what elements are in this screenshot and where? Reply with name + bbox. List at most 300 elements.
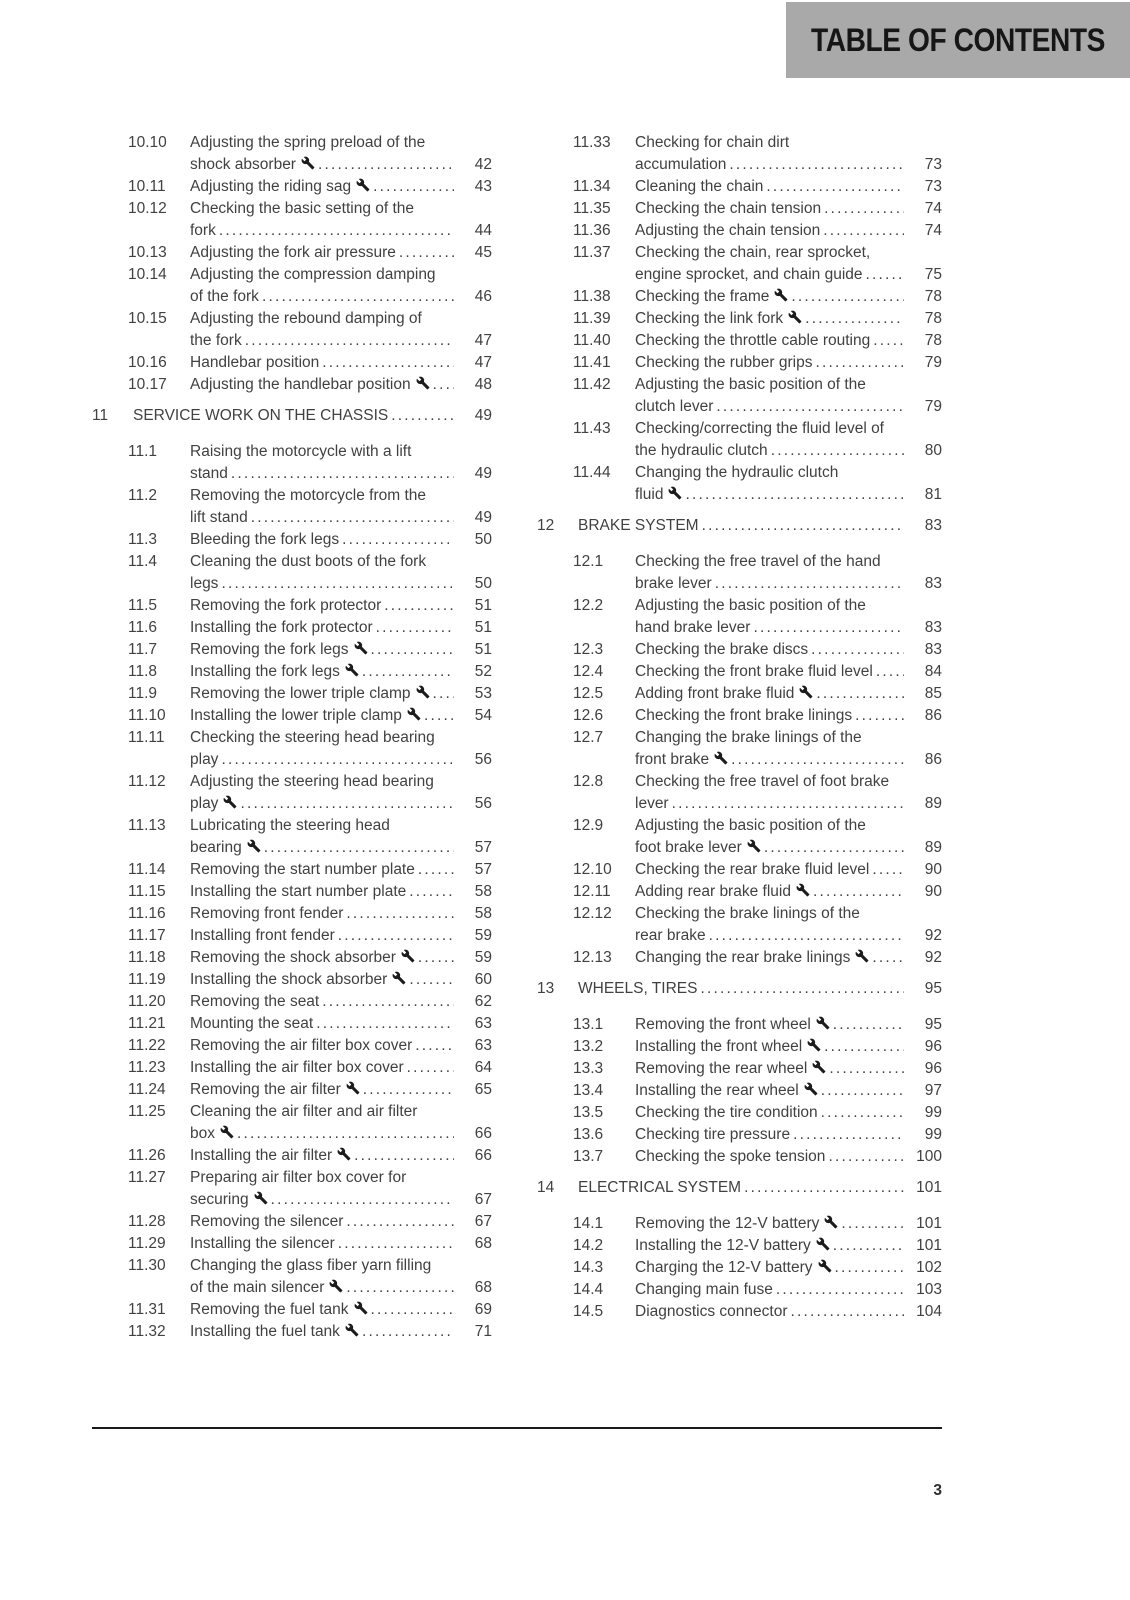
entry-number: 11.13: [128, 817, 166, 834]
entry-title-line: Adjusting the rebound damping of: [190, 310, 422, 327]
entry-title: foot brake lever: [635, 837, 761, 859]
entry-number: 14.4: [573, 1281, 604, 1298]
toc-entry[interactable]: [537, 1257, 942, 1279]
dot-leader: [816, 352, 905, 374]
entry-body: [190, 683, 458, 705]
entry-title: Installing the air filter: [190, 1145, 351, 1167]
entry-body: [635, 903, 908, 947]
wrench-icon: [668, 486, 682, 500]
entry-page-number: 89: [924, 795, 942, 812]
entry-body: [190, 1255, 458, 1299]
entry-number: 11.25: [128, 1103, 166, 1120]
entry-body: [190, 859, 458, 881]
entry-page-number: 67: [474, 1191, 492, 1208]
entry-page-number: 92: [924, 949, 942, 966]
wrench-icon: [407, 707, 421, 721]
entry-number: 11.36: [573, 222, 611, 239]
entry-page-number: 86: [924, 751, 942, 768]
toc-entry[interactable]: [537, 551, 942, 595]
entry-title-line: Checking for chain dirt: [635, 134, 790, 151]
toc-entry[interactable]: [92, 308, 492, 352]
wrench-icon: [788, 310, 802, 324]
toc-entry[interactable]: [92, 1057, 492, 1079]
entry-number: 11: [92, 407, 109, 424]
toc-column-left: [92, 132, 492, 1343]
wrench-icon: [401, 949, 415, 963]
dot-leader: [776, 1279, 904, 1301]
dot-leader: [219, 220, 454, 242]
dot-leader: [872, 859, 904, 881]
entry-title: Handlebar position: [190, 354, 320, 371]
entry-body: [190, 176, 458, 198]
entry-number: 12.11: [573, 883, 611, 900]
entry-title: SERVICE WORK ON THE CHASSIS: [133, 407, 389, 424]
entry-title: Checking the front brake fluid level: [635, 663, 873, 680]
toc-entry[interactable]: [92, 661, 492, 683]
entry-body: [635, 1058, 908, 1080]
toc-entry[interactable]: [537, 1301, 942, 1323]
entry-number: 11.21: [128, 1015, 166, 1032]
entry-title: Installing the front wheel: [635, 1036, 821, 1058]
toc-entry[interactable]: [92, 991, 492, 1013]
entry-title-line: Adjusting the basic position of the: [635, 376, 866, 393]
dot-leader: [316, 1013, 454, 1035]
toc-entry[interactable]: [92, 374, 492, 396]
dot-leader: [672, 793, 904, 815]
toc-entry[interactable]: [92, 705, 492, 727]
entry-body: [635, 374, 908, 418]
entry-page-number: 83: [924, 517, 942, 534]
entry-number: 13.6: [573, 1126, 604, 1143]
entry-body: [190, 1211, 458, 1233]
entry-title: Checking the rubber grips: [635, 354, 813, 371]
dot-leader: [700, 978, 904, 1000]
entry-page-number: 89: [924, 839, 942, 856]
toc-entry[interactable]: [92, 903, 492, 925]
dot-leader: [813, 881, 904, 903]
entry-number: 11.24: [128, 1081, 166, 1098]
entry-page-number: 102: [916, 1259, 942, 1276]
toc-entry[interactable]: [537, 771, 942, 815]
toc-entry[interactable]: [92, 441, 492, 485]
toc-entry[interactable]: [537, 727, 942, 771]
dot-leader: [363, 1079, 454, 1101]
entry-body: [635, 1124, 908, 1146]
toc-entry[interactable]: [537, 374, 942, 418]
toc-entry[interactable]: [537, 1146, 942, 1168]
toc-entry[interactable]: [92, 264, 492, 308]
wrench-icon: [392, 971, 406, 985]
wrench-icon: [747, 839, 761, 853]
dot-leader: [685, 484, 904, 506]
entry-number: 14: [537, 1179, 555, 1196]
toc-entry[interactable]: [92, 617, 492, 639]
entry-number: 11.7: [128, 641, 158, 658]
toc-entry[interactable]: [92, 1101, 492, 1145]
wrench-icon: [220, 1125, 234, 1139]
toc-entry[interactable]: [92, 639, 492, 661]
wrench-icon: [337, 1147, 351, 1161]
toc-section-entry[interactable]: [537, 978, 942, 1000]
entry-title: Installing front fender: [190, 927, 335, 944]
entry-title: Checking the link fork: [635, 308, 802, 330]
toc-entry[interactable]: [92, 1167, 492, 1211]
entry-page-number: 59: [474, 927, 492, 944]
toc-entry[interactable]: [537, 815, 942, 859]
toc-entry[interactable]: [537, 1102, 942, 1124]
entry-title-line: Cleaning the air filter and air filter: [190, 1103, 418, 1120]
entry-title-line: Checking the chain, rear sprocket,: [635, 244, 871, 261]
entry-body: [190, 1013, 458, 1035]
entry-body: [635, 639, 908, 661]
toc-entry[interactable]: [92, 242, 492, 264]
toc-entry[interactable]: [537, 1058, 942, 1080]
entry-body: [635, 595, 908, 639]
entry-number: 11.39: [573, 310, 611, 327]
toc-entry[interactable]: [537, 903, 942, 947]
toc-entry[interactable]: [537, 1080, 942, 1102]
dot-leader: [376, 617, 454, 639]
dot-leader: [824, 198, 904, 220]
toc-entry[interactable]: [92, 132, 492, 176]
dot-leader: [821, 1102, 904, 1124]
dot-leader: [251, 507, 454, 529]
toc-entry[interactable]: [537, 881, 942, 903]
entry-number: 11.43: [573, 420, 611, 437]
dot-leader: [221, 573, 454, 595]
entry-number: 11.35: [573, 200, 611, 217]
entry-number: 13: [537, 980, 555, 997]
entry-number: 12.7: [573, 729, 604, 746]
entry-page-number: 80: [924, 442, 942, 459]
entry-number: 11.31: [128, 1301, 166, 1318]
dot-leader: [338, 925, 454, 947]
toc-section-entry[interactable]: [92, 405, 492, 427]
entry-number: 13.7: [573, 1148, 604, 1165]
toc-entry[interactable]: [92, 727, 492, 771]
entry-page-number: 68: [474, 1279, 492, 1296]
entry-number: 11.2: [128, 487, 158, 504]
dot-leader: [362, 1321, 454, 1343]
dot-leader: [805, 308, 904, 330]
entry-body: [635, 551, 908, 595]
entry-body: [190, 374, 458, 396]
entry-title: Checking the tire condition: [635, 1104, 818, 1121]
entry-title-line: Checking/correcting the fluid level of: [635, 420, 884, 437]
toc-entry[interactable]: [92, 1299, 492, 1321]
entry-page-number: 90: [924, 883, 942, 900]
dot-leader: [702, 515, 904, 537]
entry-page-number: 57: [474, 861, 492, 878]
toc-entry[interactable]: [537, 1036, 942, 1058]
toc-entry[interactable]: [92, 529, 492, 551]
entry-title-line: Lubricating the steering head: [190, 817, 390, 834]
entry-page-number: 49: [474, 509, 492, 526]
entry-page-number: 95: [924, 1016, 942, 1033]
entry-title: hand brake lever: [635, 619, 751, 636]
dot-leader: [264, 837, 454, 859]
entry-number: 12.2: [573, 597, 604, 614]
entry-title: Removing the 12-V battery: [635, 1213, 838, 1235]
entry-body: [190, 198, 458, 242]
entry-title: WHEELS, TIRES: [578, 980, 698, 997]
toc-entry[interactable]: [537, 132, 942, 176]
entry-number: 11.16: [128, 905, 166, 922]
entry-title: of the main silencer: [190, 1277, 343, 1299]
entry-number: 11.9: [128, 685, 158, 702]
entry-page-number: 83: [924, 619, 942, 636]
entry-page-number: 71: [474, 1323, 492, 1340]
toc-entry[interactable]: [537, 859, 942, 881]
dot-leader: [346, 1211, 454, 1233]
toc-entry[interactable]: [537, 462, 942, 506]
dot-leader: [876, 661, 904, 683]
toc-entry[interactable]: [537, 705, 942, 727]
entry-title-line: Removing the motorcycle from the: [190, 487, 427, 504]
entry-body: [635, 330, 908, 352]
entry-number: 11.14: [128, 861, 166, 878]
entry-title: Checking the front brake linings: [635, 707, 853, 724]
entry-page-number: 95: [924, 980, 942, 997]
dot-leader: [371, 1299, 454, 1321]
entry-title: Removing the seat: [190, 993, 320, 1010]
entry-title-line: Checking the basic setting of the: [190, 200, 415, 217]
toc-entry[interactable]: [537, 220, 942, 242]
toc-entry[interactable]: [92, 176, 492, 198]
wrench-icon: [796, 883, 810, 897]
entry-title: Checking the rear brake fluid level: [635, 861, 870, 878]
entry-page-number: 47: [474, 354, 492, 371]
wrench-icon: [812, 1060, 826, 1074]
dot-leader: [828, 1146, 904, 1168]
dot-leader: [729, 154, 904, 176]
entry-page-number: 99: [924, 1104, 942, 1121]
entry-title: Installing the silencer: [190, 1235, 335, 1252]
toc-entry[interactable]: [92, 1255, 492, 1299]
entry-page-number: 92: [924, 927, 942, 944]
toc-entry[interactable]: [92, 352, 492, 374]
entry-title: Removing the lower triple clamp: [190, 683, 430, 705]
entry-title-line: Adjusting the basic position of the: [635, 817, 866, 834]
entry-number: 12.12: [573, 905, 612, 922]
entry-page-number: 54: [474, 707, 492, 724]
toc-entry[interactable]: [92, 1211, 492, 1233]
entry-title-line: Adjusting the basic position of the: [635, 597, 866, 614]
entry-number: 12.5: [573, 685, 604, 702]
toc-entry[interactable]: [92, 925, 492, 947]
dot-leader: [824, 1036, 904, 1058]
toc-entry[interactable]: [92, 551, 492, 595]
wrench-icon: [345, 663, 359, 677]
entry-body: [635, 220, 908, 242]
entry-page-number: 73: [924, 178, 942, 195]
toc-section-entry[interactable]: [537, 1177, 942, 1199]
entry-body: [578, 515, 908, 537]
dot-leader: [816, 683, 904, 705]
entry-page-number: 63: [474, 1037, 492, 1054]
wrench-icon: [356, 178, 370, 192]
entry-title: Removing the fork legs: [190, 639, 368, 661]
entry-body: [190, 132, 458, 176]
entry-number: 11.30: [128, 1257, 166, 1274]
entry-number: 11.5: [128, 597, 158, 614]
toc-entry[interactable]: [537, 683, 942, 705]
entry-number: 10.14: [128, 266, 167, 283]
toc-entry[interactable]: [92, 595, 492, 617]
entry-body: [578, 978, 908, 1000]
toc-entry[interactable]: [537, 330, 942, 352]
wrench-icon: [824, 1215, 838, 1229]
entry-body: [190, 551, 458, 595]
toc-entry[interactable]: [92, 485, 492, 529]
entry-number: 11.26: [128, 1147, 166, 1164]
entry-page-number: 96: [924, 1038, 942, 1055]
entry-title-line: Checking the free travel of the hand: [635, 553, 881, 570]
toc-entry[interactable]: [537, 242, 942, 286]
entry-page-number: 101: [916, 1179, 942, 1196]
entry-body: [190, 1057, 458, 1079]
entry-page-number: 51: [474, 619, 492, 636]
entry-number: 12.4: [573, 663, 604, 680]
entry-title: Changing the rear brake linings: [635, 947, 869, 969]
toc-entry[interactable]: [92, 1145, 492, 1167]
toc-entry[interactable]: [92, 683, 492, 705]
dot-leader: [373, 176, 454, 198]
toc-entry[interactable]: [92, 969, 492, 991]
toc-entry[interactable]: [92, 1013, 492, 1035]
toc-entry[interactable]: [92, 1233, 492, 1255]
toc-entry[interactable]: [537, 1235, 942, 1257]
entry-title-line: Changing the hydraulic clutch: [635, 464, 839, 481]
entry-title-line: Checking the brake linings of the: [635, 905, 860, 922]
toc-entry[interactable]: [537, 198, 942, 220]
entry-title: the hydraulic clutch: [635, 442, 768, 459]
toc-entry[interactable]: [537, 308, 942, 330]
entry-body: [635, 1235, 908, 1257]
entry-title: Charging the 12-V battery: [635, 1257, 832, 1279]
toc-entry[interactable]: [92, 1035, 492, 1057]
entry-title: Removing the air filter box cover: [190, 1037, 413, 1054]
entry-number: 11.23: [128, 1059, 166, 1076]
entry-title: Installing the start number plate: [190, 883, 407, 900]
wrench-icon: [354, 1301, 368, 1315]
wrench-icon: [301, 156, 315, 170]
toc-entry[interactable]: [537, 661, 942, 683]
toc-entry[interactable]: [537, 595, 942, 639]
entry-title: shock absorber: [190, 154, 315, 176]
entry-title: the fork: [190, 332, 242, 349]
dot-leader: [391, 405, 454, 427]
wrench-icon: [807, 1038, 821, 1052]
dot-leader: [433, 374, 454, 396]
entry-number: 11.38: [573, 288, 611, 305]
entry-title: Changing main fuse: [635, 1281, 773, 1298]
dot-leader: [823, 220, 904, 242]
entry-title: Diagnostics connector: [635, 1303, 788, 1320]
entry-body: [190, 947, 458, 969]
entry-title: play: [190, 751, 219, 768]
dot-leader: [409, 881, 454, 903]
entry-body: [190, 815, 458, 859]
entry-body: [190, 991, 458, 1013]
entry-number: 11.32: [128, 1323, 166, 1340]
wrench-icon: [855, 949, 869, 963]
toc-entry[interactable]: [92, 771, 492, 815]
entry-body: [635, 1279, 908, 1301]
dot-leader: [362, 661, 454, 683]
toc-entry[interactable]: [92, 1079, 492, 1101]
toc-column-right: [537, 132, 942, 1323]
entry-number: 13.4: [573, 1082, 604, 1099]
toc-entry[interactable]: [537, 418, 942, 462]
dot-leader: [835, 1257, 905, 1279]
toc-entry[interactable]: [537, 1213, 942, 1235]
entry-page-number: 78: [924, 288, 942, 305]
entry-body: [190, 639, 458, 661]
entry-number: 12.3: [573, 641, 604, 658]
entry-page-number: 58: [474, 883, 492, 900]
entry-title: securing: [190, 1189, 268, 1211]
toc-entry[interactable]: [92, 859, 492, 881]
entry-title-line: Raising the motorcycle with a lift: [190, 443, 412, 460]
toc-entry[interactable]: [537, 176, 942, 198]
toc-entry[interactable]: [537, 1014, 942, 1036]
entry-page-number: 90: [924, 861, 942, 878]
entry-page-number: 52: [474, 663, 492, 680]
toc-entry[interactable]: [92, 881, 492, 903]
toc-entry[interactable]: [537, 639, 942, 661]
dot-leader: [744, 1177, 904, 1199]
dot-leader: [855, 705, 904, 727]
entry-body: [190, 705, 458, 727]
entry-page-number: 50: [474, 575, 492, 592]
toc-entry[interactable]: [537, 352, 942, 374]
entry-number: 14.5: [573, 1303, 604, 1320]
dot-leader: [753, 617, 904, 639]
entry-page-number: 60: [474, 971, 492, 988]
toc-entry[interactable]: [537, 947, 942, 969]
toc-entry[interactable]: [92, 815, 492, 859]
page-number: 3: [933, 1482, 942, 1499]
entry-page-number: 81: [924, 486, 942, 503]
entry-title: Adjusting the riding sag: [190, 176, 370, 198]
entry-body: [190, 1233, 458, 1255]
entry-page-number: 103: [916, 1281, 942, 1298]
toc-entry[interactable]: [92, 947, 492, 969]
toc-entry[interactable]: [92, 198, 492, 242]
entry-body: [635, 308, 908, 330]
toc-entry[interactable]: [92, 1321, 492, 1343]
dot-leader: [237, 1123, 454, 1145]
wrench-icon: [416, 685, 430, 699]
entry-body: [635, 881, 908, 903]
toc-entry[interactable]: [537, 1279, 942, 1301]
entry-body: [190, 264, 458, 308]
entry-page-number: 84: [924, 663, 942, 680]
dot-leader: [764, 837, 904, 859]
toc-section-entry[interactable]: [537, 515, 942, 537]
toc-entry[interactable]: [537, 1124, 942, 1146]
entry-title: Bleeding the fork legs: [190, 531, 340, 548]
entry-page-number: 42: [474, 156, 492, 173]
toc-entry[interactable]: [537, 286, 942, 308]
entry-title: Removing the shock absorber: [190, 947, 415, 969]
entry-page-number: 57: [474, 839, 492, 856]
entry-body: [190, 352, 458, 374]
entry-body: [635, 859, 908, 881]
entry-page-number: 48: [474, 376, 492, 393]
dot-leader: [833, 1014, 904, 1036]
